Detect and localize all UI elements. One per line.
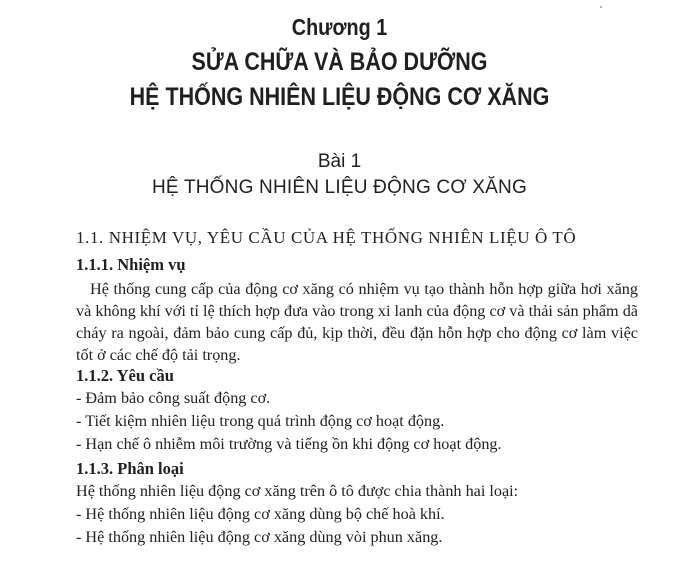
requirement-item: - Hạn chế ô nhiễm môi trường và tiếng ồn khi động cơ hoạt động. bbox=[76, 435, 502, 453]
chapter-number: Chương 1 bbox=[291, 14, 388, 40]
scan-speck bbox=[600, 6, 602, 8]
subsection-heading-classification: 1.1.3. Phân loại bbox=[76, 459, 184, 478]
requirement-item: - Đảm bảo công suất động cơ. bbox=[76, 389, 271, 407]
lesson-title: HỆ THỐNG NHIÊN LIỆU ĐỘNG CƠ XĂNG bbox=[152, 177, 527, 198]
chapter-title-line2: HỆ THỐNG NHIÊN LIỆU ĐỘNG CƠ XĂNG bbox=[129, 83, 550, 111]
subsection-heading-duty: 1.1.1. Nhiệm vụ bbox=[76, 255, 186, 274]
lesson-number: Bài 1 bbox=[317, 151, 362, 172]
classification-item: - Hệ thống nhiên liệu động cơ xăng dùng bộ chế hoà khí. bbox=[76, 505, 445, 523]
classification-intro: Hệ thống nhiên liệu động cơ xăng trên ô tô được chia thành hai loại: bbox=[76, 482, 519, 500]
section-heading: 1.1. NHIỆM VỤ, YÊU CẦU CỦA HỆ THỐNG NHIÊN LIỆU Ô TÔ bbox=[76, 228, 577, 247]
requirement-item: - Tiết kiệm nhiên liệu trong quá trình động cơ hoạt động. bbox=[76, 412, 445, 430]
classification-item: - Hệ thống nhiên liệu động cơ xăng dùng vòi phun xăng. bbox=[76, 528, 443, 546]
subsection-heading-requirements: 1.1.2. Yêu cầu bbox=[76, 366, 174, 385]
duty-paragraph-block bbox=[76, 278, 638, 366]
duty-paragraph: Hệ thống cung cấp của động cơ xăng có nhiệm vụ tạo thành hỗn hợp giữa hơi xăng và không khí với tỉ lệ thích hợp đưa vào trong xi lanh của động cơ và thải sản phẩm dã cháy ra ngoài, đảm bảo cung cấp đủ, kịp thời, đều đặn hỗn hợp cho động cơ làm việc tốt ở các chế độ tải trọng. bbox=[76, 280, 638, 364]
chapter-title-line1: SỬA CHỮA VÀ BẢO DƯỠNG bbox=[191, 48, 488, 76]
